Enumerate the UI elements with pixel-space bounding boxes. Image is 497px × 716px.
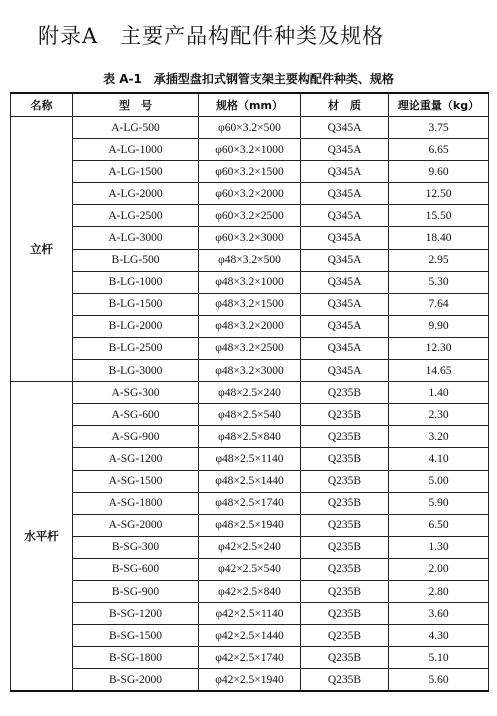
weight-cell: 2.80 (389, 580, 489, 602)
spec-cell: φ60×3.2×2000 (199, 183, 301, 205)
spec-cell: φ48×3.2×2000 (199, 315, 301, 337)
header-spec: 规格（mm） (199, 93, 301, 117)
table-row (11, 647, 489, 669)
weight-cell: 3.20 (389, 426, 489, 448)
model-cell: A-LG-3000 (73, 227, 199, 249)
model-cell: B-LG-1500 (73, 293, 199, 315)
model-cell: A-SG-1200 (73, 448, 199, 470)
model-cell: A-SG-300 (73, 382, 199, 404)
material-cell: Q345A (301, 161, 389, 183)
material-cell: Q235B (301, 558, 389, 580)
weight-cell: 6.65 (389, 139, 489, 161)
table-row (11, 448, 489, 470)
table-row (11, 271, 489, 293)
weight-cell: 14.65 (389, 360, 489, 382)
table-row (11, 183, 489, 205)
spec-cell: φ42×2.5×1740 (199, 647, 301, 669)
model-cell: B-LG-500 (73, 249, 199, 271)
table-row (11, 227, 489, 249)
material-cell: Q345A (301, 205, 389, 227)
model-cell: B-SG-1800 (73, 647, 199, 669)
table-row (11, 139, 489, 161)
material-cell: Q345A (301, 360, 389, 382)
material-cell: Q345A (301, 117, 389, 139)
model-cell: A-LG-1500 (73, 161, 199, 183)
spec-cell: φ60×3.2×1500 (199, 161, 301, 183)
model-cell: B-SG-900 (73, 580, 199, 602)
spec-cell: φ48×2.5×1740 (199, 492, 301, 514)
weight-cell: 12.50 (389, 183, 489, 205)
table-row (11, 514, 489, 536)
model-cell: A-SG-600 (73, 404, 199, 426)
spec-cell: φ48×2.5×840 (199, 426, 301, 448)
table-row (11, 337, 489, 359)
table-row (11, 293, 489, 315)
weight-cell: 3.75 (389, 117, 489, 139)
weight-cell: 2.00 (389, 558, 489, 580)
model-cell: A-LG-2000 (73, 183, 199, 205)
weight-cell: 5.30 (389, 271, 489, 293)
weight-cell: 1.40 (389, 382, 489, 404)
table-row (11, 117, 489, 139)
model-cell: B-LG-1000 (73, 271, 199, 293)
material-cell: Q345A (301, 249, 389, 271)
material-cell: Q345A (301, 271, 389, 293)
spec-table (10, 92, 489, 692)
table-row (11, 426, 489, 448)
table-header-row (11, 93, 489, 117)
material-cell: Q235B (301, 448, 389, 470)
category-cell: 水平杆 (11, 382, 73, 692)
weight-cell: 2.95 (389, 249, 489, 271)
spec-cell: φ48×3.2×500 (199, 249, 301, 271)
material-cell: Q235B (301, 669, 389, 692)
weight-cell: 4.30 (389, 625, 489, 647)
model-cell: B-SG-1500 (73, 625, 199, 647)
table-row (11, 205, 489, 227)
material-cell: Q235B (301, 514, 389, 536)
model-cell: B-SG-2000 (73, 669, 199, 692)
spec-cell: φ42×2.5×840 (199, 580, 301, 602)
weight-cell: 1.30 (389, 536, 489, 558)
model-cell: A-SG-900 (73, 426, 199, 448)
table-body (11, 117, 489, 692)
model-cell: B-LG-2000 (73, 315, 199, 337)
spec-cell: φ48×3.2×3000 (199, 360, 301, 382)
spec-cell: φ42×2.5×1440 (199, 625, 301, 647)
spec-cell: φ42×2.5×1140 (199, 603, 301, 625)
spec-cell: φ60×3.2×3000 (199, 227, 301, 249)
material-cell: Q345A (301, 315, 389, 337)
weight-cell: 7.64 (389, 293, 489, 315)
weight-cell: 12.30 (389, 337, 489, 359)
spec-cell: φ48×2.5×240 (199, 382, 301, 404)
header-material: 材 质 (301, 93, 389, 117)
weight-cell: 5.00 (389, 470, 489, 492)
material-cell: Q235B (301, 603, 389, 625)
material-cell: Q235B (301, 404, 389, 426)
weight-cell: 9.90 (389, 315, 489, 337)
table-row (11, 470, 489, 492)
material-cell: Q235B (301, 580, 389, 602)
weight-cell: 5.60 (389, 669, 489, 692)
model-cell: B-LG-2500 (73, 337, 199, 359)
model-cell: A-LG-500 (73, 117, 199, 139)
table-row (11, 161, 489, 183)
header-weight: 理论重量（kg） (389, 93, 489, 117)
material-cell: Q345A (301, 139, 389, 161)
spec-cell: φ48×3.2×2500 (199, 337, 301, 359)
material-cell: Q235B (301, 625, 389, 647)
weight-cell: 15.50 (389, 205, 489, 227)
spec-cell: φ60×3.2×500 (199, 117, 301, 139)
weight-cell: 9.60 (389, 161, 489, 183)
material-cell: Q235B (301, 492, 389, 514)
model-cell: B-LG-3000 (73, 360, 199, 382)
table-row (11, 404, 489, 426)
spec-cell: φ42×2.5×1940 (199, 669, 301, 692)
table-row (11, 669, 489, 692)
model-cell: B-SG-1200 (73, 603, 199, 625)
model-cell: A-LG-1000 (73, 139, 199, 161)
spec-cell: φ48×3.2×1500 (199, 293, 301, 315)
spec-cell: φ60×3.2×1000 (199, 139, 301, 161)
spec-cell: φ42×2.5×240 (199, 536, 301, 558)
model-cell: A-SG-1500 (73, 470, 199, 492)
weight-cell: 2.30 (389, 404, 489, 426)
spec-cell: φ48×2.5×540 (199, 404, 301, 426)
spec-cell: φ60×3.2×2500 (199, 205, 301, 227)
material-cell: Q345A (301, 293, 389, 315)
table-row (11, 580, 489, 602)
model-cell: A-SG-1800 (73, 492, 199, 514)
material-cell: Q235B (301, 470, 389, 492)
material-cell: Q345A (301, 227, 389, 249)
spec-cell: φ48×3.2×1000 (199, 271, 301, 293)
weight-cell: 4.10 (389, 448, 489, 470)
table-row (11, 249, 489, 271)
table-row (11, 603, 489, 625)
spec-cell: φ48×2.5×1140 (199, 448, 301, 470)
page-title: 附录A 主要产品构配件种类及规格 (38, 24, 385, 49)
material-cell: Q235B (301, 382, 389, 404)
weight-cell: 18.40 (389, 227, 489, 249)
material-cell: Q235B (301, 647, 389, 669)
material-cell: Q345A (301, 183, 389, 205)
material-cell: Q235B (301, 426, 389, 448)
material-cell: Q345A (301, 337, 389, 359)
spec-cell: φ42×2.5×540 (199, 558, 301, 580)
table-row (11, 492, 489, 514)
spec-cell: φ48×2.5×1440 (199, 470, 301, 492)
model-cell: B-SG-300 (73, 536, 199, 558)
table-row (11, 382, 489, 404)
category-cell: 立杆 (11, 117, 73, 382)
table-row (11, 315, 489, 337)
table-caption: 表 A-1 承插型盘扣式钢管支架主要构配件种类、规格 (103, 72, 394, 86)
model-cell: B-SG-600 (73, 558, 199, 580)
spec-cell: φ48×2.5×1940 (199, 514, 301, 536)
weight-cell: 3.60 (389, 603, 489, 625)
material-cell: Q235B (301, 536, 389, 558)
table-row (11, 625, 489, 647)
header-name: 名称 (11, 93, 73, 117)
table-row (11, 558, 489, 580)
weight-cell: 6.50 (389, 514, 489, 536)
weight-cell: 5.90 (389, 492, 489, 514)
model-cell: A-SG-2000 (73, 514, 199, 536)
header-model: 型 号 (73, 93, 199, 117)
table-row (11, 536, 489, 558)
model-cell: A-LG-2500 (73, 205, 199, 227)
table-row (11, 360, 489, 382)
weight-cell: 5.10 (389, 647, 489, 669)
